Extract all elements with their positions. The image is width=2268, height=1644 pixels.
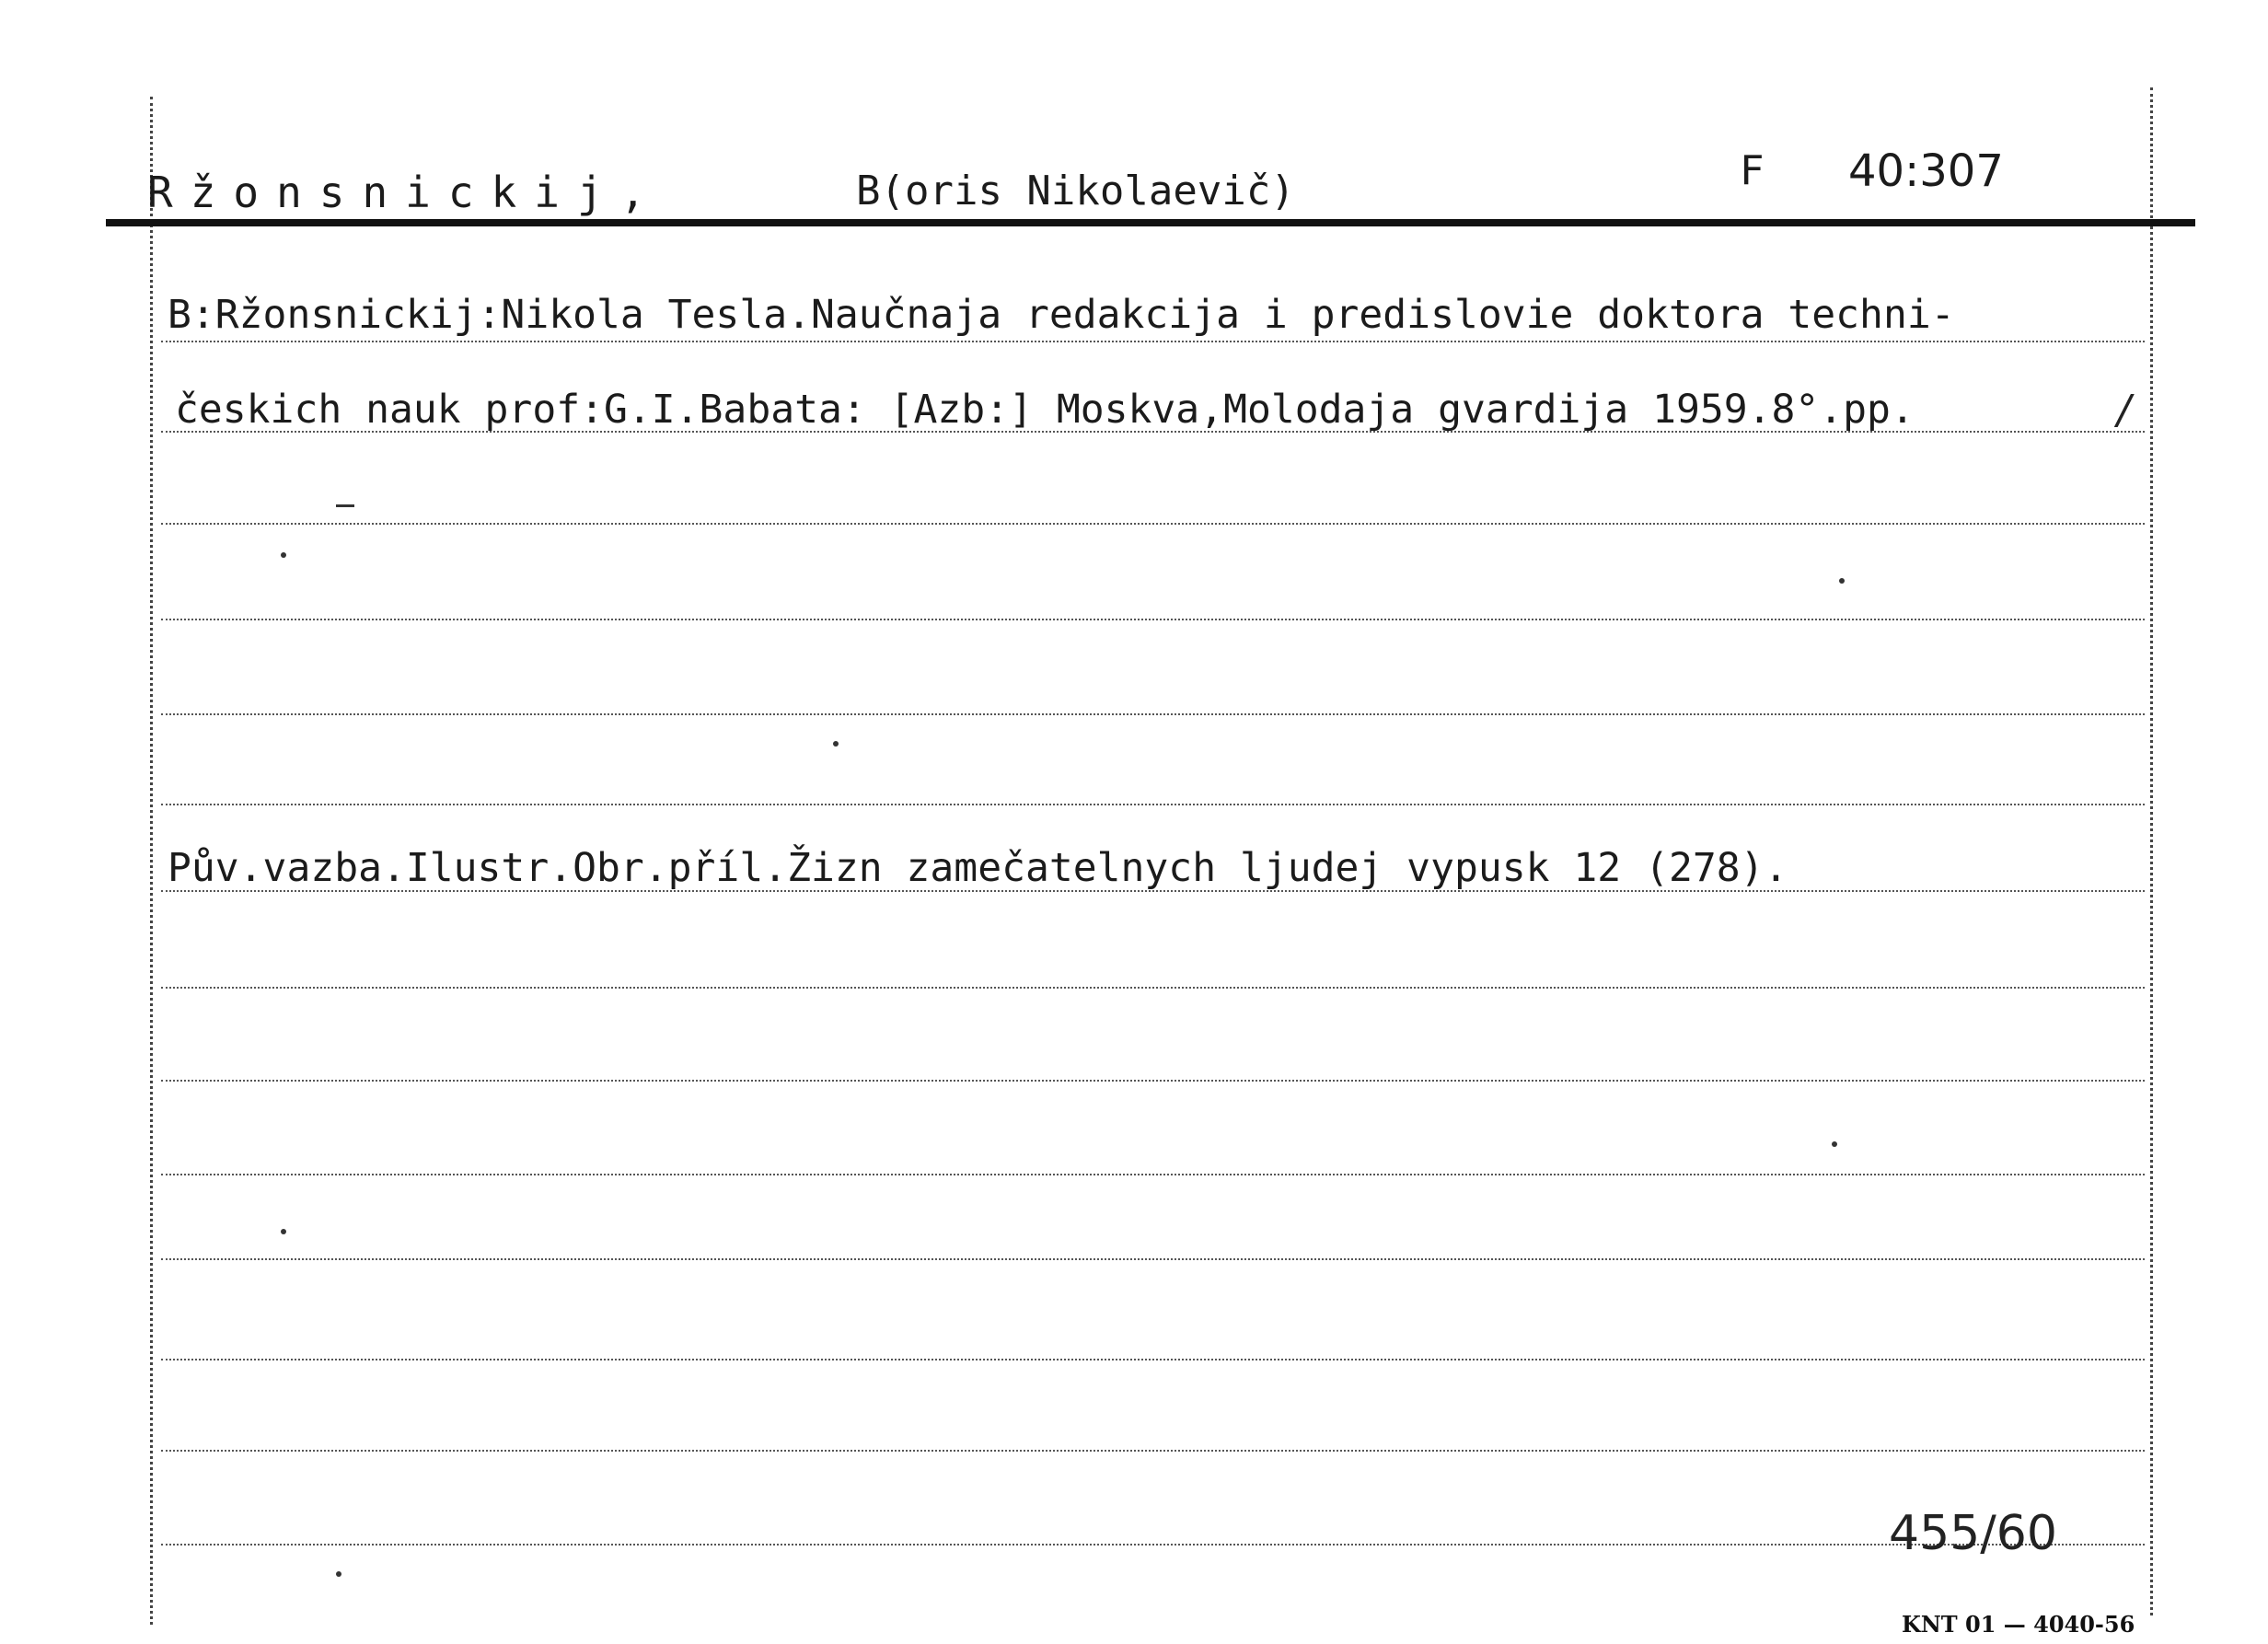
shelf-sign: F bbox=[1740, 147, 1765, 194]
left-margin-rule bbox=[150, 97, 153, 1625]
ruled-line bbox=[161, 1174, 2145, 1175]
heading-rule bbox=[106, 219, 2195, 226]
ruled-line bbox=[161, 431, 2145, 433]
card-print-code: KNT 01 — 4040-56 bbox=[1902, 1611, 2135, 1638]
ruled-line bbox=[161, 1080, 2145, 1082]
ruled-line bbox=[161, 804, 2145, 805]
right-margin-rule bbox=[2150, 87, 2153, 1615]
call-number: 40:307 bbox=[1848, 145, 2004, 197]
ruled-line bbox=[161, 1258, 2145, 1260]
scan-speck bbox=[281, 552, 286, 558]
description-line-1: B:Ržonsnickij:Nikola Tesla.Naučnaja redakcija i predislovie doktora techni- bbox=[168, 292, 1955, 338]
ruled-line bbox=[161, 341, 2145, 342]
scan-speck bbox=[281, 1229, 286, 1234]
scan-speck bbox=[336, 1571, 341, 1577]
ruled-line bbox=[161, 987, 2145, 989]
notes-line: Pův.vazba.Ilustr.Obr.příl.Žizn zamečatelnych ljudej vypusk 12 (278). bbox=[168, 845, 1788, 891]
ruled-line bbox=[161, 1450, 2145, 1452]
ruled-line bbox=[161, 523, 2145, 525]
pages-annotation: / bbox=[2117, 387, 2131, 434]
description-line-2: českich nauk prof:G.I.Babata: [Azb:] Moskva,Molodaja gvardija 1959.8°.pp. bbox=[175, 387, 1915, 433]
scan-speck bbox=[1839, 578, 1845, 584]
ruled-line bbox=[161, 619, 2145, 620]
accession-number: 455/60 bbox=[1889, 1506, 2057, 1561]
ruled-line bbox=[161, 1544, 2145, 1546]
ruled-line bbox=[161, 1359, 2145, 1360]
author-surname: Ržonsnickij, bbox=[147, 168, 664, 217]
ruled-line bbox=[161, 713, 2145, 715]
scan-speck bbox=[833, 741, 839, 747]
scan-speck bbox=[1832, 1141, 1837, 1147]
author-given-name: B(oris Nikolaevič) bbox=[856, 168, 1295, 214]
scan-speck bbox=[336, 504, 354, 507]
